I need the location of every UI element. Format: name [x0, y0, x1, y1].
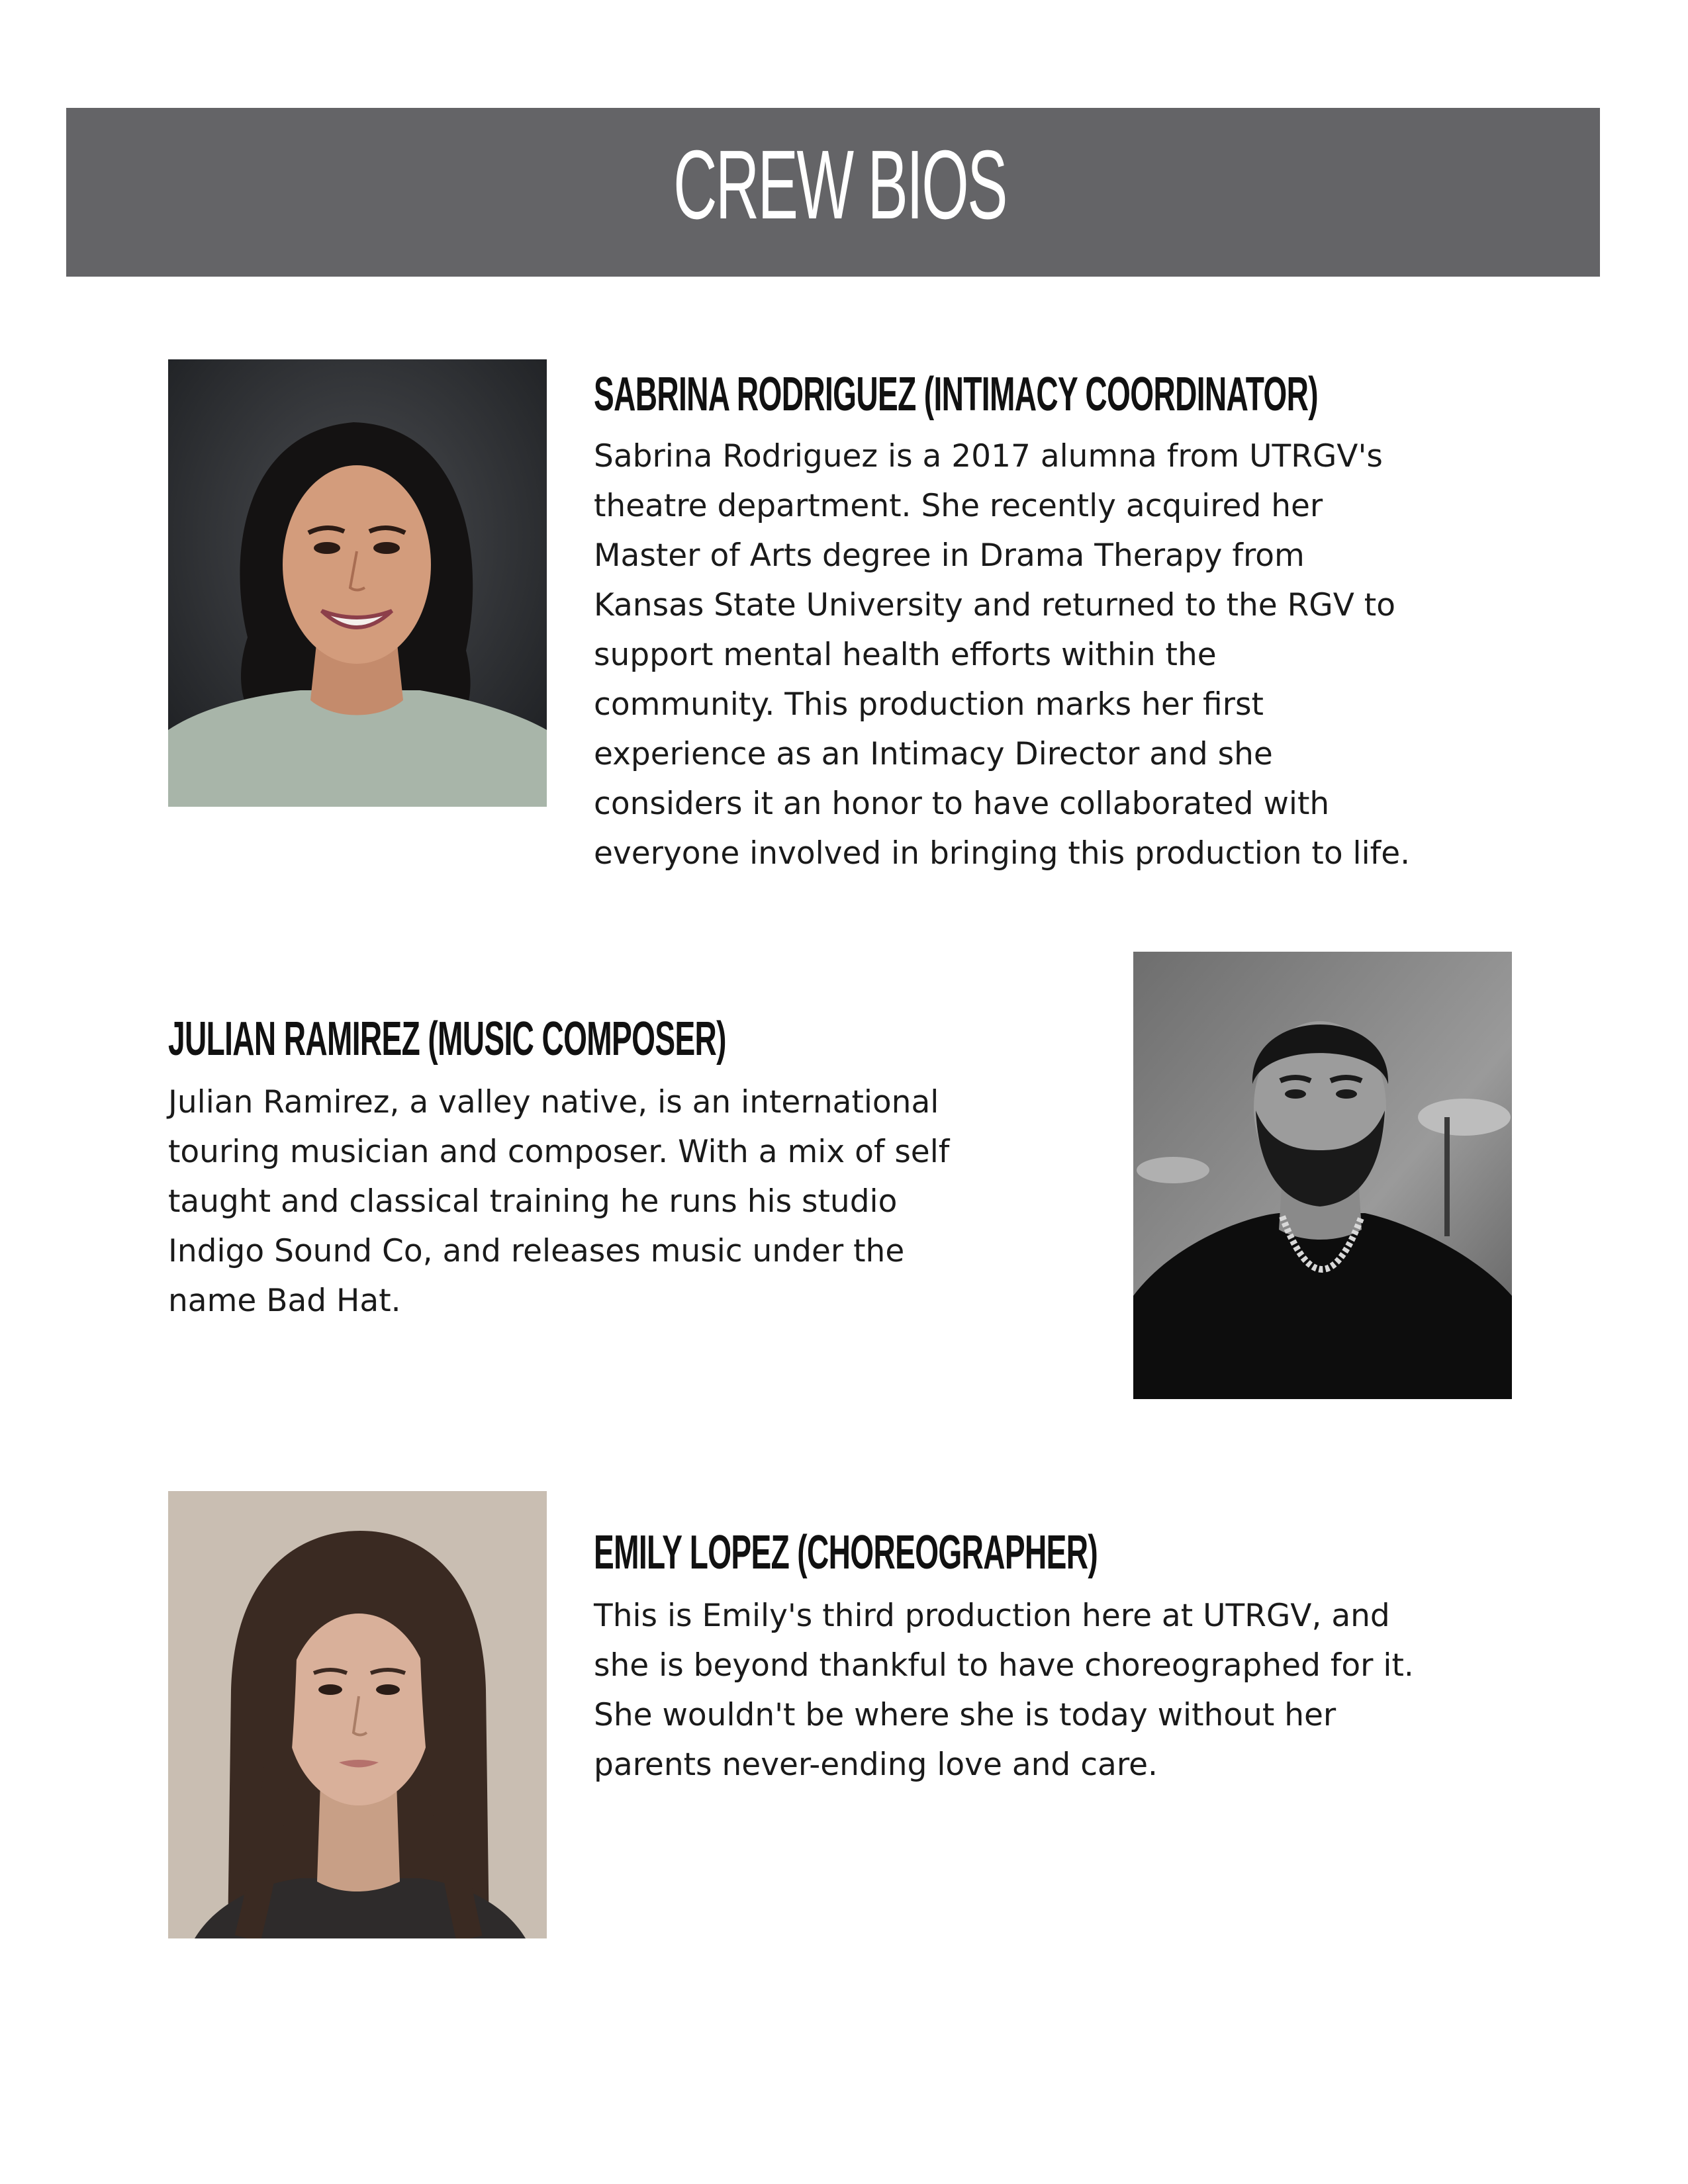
crew-bio [594, 432, 1410, 878]
emily-portrait-photo [168, 1491, 547, 1938]
bio-line: Julian Ramirez, a valley native, is an international [168, 1084, 939, 1120]
bio-line: considers it an honor to have collaborated with [594, 786, 1330, 822]
bio-line: Master of Arts degree in Drama Therapy from [594, 537, 1305, 574]
bio-line: Kansas State University and returned to the RGV to [594, 587, 1395, 623]
bio-line: Indigo Sound Co, and releases music under the [168, 1233, 905, 1269]
bio-line: Sabrina Rodriguez is a 2017 alumna from UTRGV's [594, 438, 1383, 475]
bio-line: experience as an Intimacy Director and she [594, 736, 1273, 772]
bio-line: theatre department. She recently acquired her [594, 488, 1323, 524]
crew-bio [594, 1591, 1414, 1790]
bio-line: community. This production marks her first [594, 686, 1264, 723]
crew-name-title: EMILY LOPEZ (CHOREOGRAPHER) [594, 1526, 1098, 1579]
crew-bio [168, 1077, 949, 1326]
bio-line: taught and classical training he runs his studio [168, 1183, 898, 1220]
bio-line: touring musician and composer. With a mix of self [168, 1134, 950, 1170]
bio-line: This is Emily's third production here at UTRGV, and [594, 1598, 1390, 1634]
bio-line: support mental health efforts within the [594, 637, 1217, 673]
bio-line: name Bad Hat. [168, 1283, 401, 1319]
bio-line: everyone involved in bringing this production to life. [594, 835, 1411, 872]
sabrina-portrait-photo [168, 359, 547, 807]
crew-name-title: JULIAN RAMIREZ (MUSIC COMPOSER) [168, 1013, 726, 1066]
crew-name-title: SABRINA RODRIGUEZ (INTIMACY COORDINATOR) [594, 368, 1318, 421]
page-title: CREW BIOS [673, 130, 1006, 240]
bio-line: parents never-ending love and care. [594, 1747, 1158, 1783]
julian-portrait-photo [1133, 952, 1512, 1399]
bio-line: she is beyond thankful to have choreographed for it. [594, 1647, 1414, 1684]
bio-line: She wouldn't be where she is today without her [594, 1697, 1336, 1733]
